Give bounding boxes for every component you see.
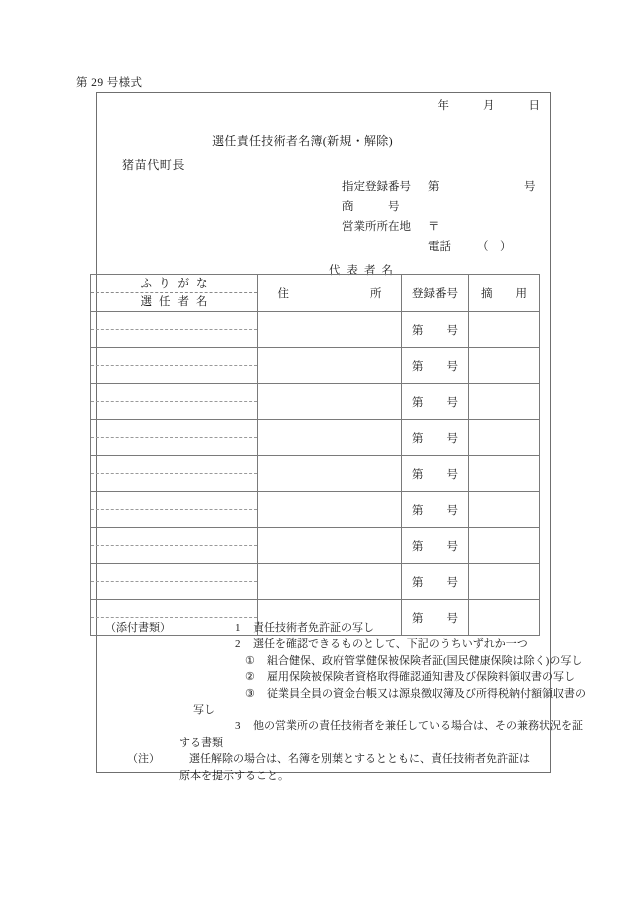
applicant-info-block [342,177,536,257]
cell-name-area[interactable] [91,402,257,419]
cell-name-area[interactable] [91,366,257,383]
roster-body [91,312,540,636]
note-sub3-mark: ③ [245,687,255,700]
cell-furigana-area[interactable] [91,564,257,582]
cell-remarks[interactable] [469,420,540,456]
cell-remarks[interactable] [469,528,540,564]
cell-address[interactable] [258,348,402,384]
attachments-label: （添付書類） [105,622,171,634]
header-registration-number: 登録番号 [402,275,469,312]
cell-registration-number[interactable] [402,492,469,528]
note-sub2-mark: ② [245,671,255,684]
cell-appointee-name[interactable] [91,564,258,600]
footer-notes [105,620,586,784]
cell-address[interactable] [258,456,402,492]
cell-address[interactable] [258,312,402,348]
cell-remarks[interactable] [469,492,540,528]
date-line [438,97,543,113]
cell-appointee-name[interactable] [91,528,258,564]
cell-address[interactable] [258,528,402,564]
cell-registration-number[interactable] [402,384,469,420]
cell-name-area[interactable] [91,582,257,599]
cell-name-area[interactable] [91,330,257,347]
cell-furigana-area[interactable] [91,420,257,438]
appointee-roster-table [90,274,540,636]
registration-number-row [342,177,536,197]
note-sub1-text: 組合健保、政府管掌健保被保険者証(国民健康保険は除く)の写し [267,654,583,667]
form-frame [96,92,586,782]
phone-paren: （ ） [477,241,512,253]
trade-name-row [342,197,536,217]
table-row [91,492,540,528]
cell-appointee-name[interactable] [91,312,258,348]
representative-name-label: 代表者名 [329,265,399,277]
table-header-row [91,275,540,312]
registration-dai-gou: 第 号 [412,360,458,373]
year-label: 年 [437,100,449,112]
note-sub2-text: 雇用保険被保険者資格取得確認通知書及び保険料領収書の写し [267,671,575,684]
registration-dai-gou: 第 号 [412,540,458,553]
table-row [91,312,540,348]
cell-registration-number[interactable] [402,564,469,600]
cell-appointee-name[interactable] [91,492,258,528]
cell-furigana-area[interactable] [91,600,257,618]
registration-dai-gou: 第 号 [412,432,458,445]
document-title: 選任責任技術者名簿(新規・解除) [212,134,393,148]
registration-dai-gou: 第 号 [412,504,458,517]
cell-remarks[interactable] [469,564,540,600]
cell-remarks[interactable] [469,312,540,348]
chuu-label: （注） [127,753,160,766]
registration-gou: 号 [524,181,536,193]
note-item1-number: 1 [235,622,241,634]
note-chuu-line [105,751,544,767]
cell-registration-number[interactable] [402,528,469,564]
registration-dai-gou: 第 号 [412,396,458,409]
table-row [91,348,540,384]
table-row [91,528,540,564]
cell-furigana-area[interactable] [91,456,257,474]
chuu-text: 選任解除の場合は、名簿を別葉とするとともに、責任技術者免許証は [189,753,530,766]
header-furigana: ふりがな [91,275,257,293]
cell-furigana-area[interactable] [91,312,257,330]
table-row [91,564,540,600]
cell-furigana-area[interactable] [91,492,257,510]
cell-address[interactable] [258,420,402,456]
registration-dai-gou: 第 号 [412,576,458,589]
cell-name-area[interactable] [91,474,257,491]
note-item2-text: 選任を確認できるものとして、下記のうちいずれか一つ [253,638,528,651]
note-item2-line [105,636,544,652]
note-sub1-mark: ① [245,654,255,667]
cell-registration-number[interactable] [402,348,469,384]
cell-registration-number[interactable] [402,420,469,456]
note-attachments-line1 [105,620,544,636]
registration-dai-gou: 第 号 [412,324,458,337]
office-address-label: 営業所所在地 [342,221,411,233]
note-item3-cont: する書類 [179,736,223,749]
header-name-cell [91,275,258,312]
cell-name-area[interactable] [91,546,257,563]
note-item2-number: 2 [235,638,241,651]
cell-appointee-name[interactable] [91,384,258,420]
cell-furigana-area[interactable] [91,348,257,366]
phone-row [342,237,536,257]
cell-remarks[interactable] [469,456,540,492]
cell-furigana-area[interactable] [91,528,257,546]
registration-dai-gou: 第 号 [412,612,458,625]
trade-name-label: 商 号 [342,201,400,213]
cell-appointee-name[interactable] [91,420,258,456]
cell-address[interactable] [258,564,402,600]
cell-registration-number[interactable] [402,456,469,492]
note-sub3-text: 従業員全員の資金台帳又は源泉徴収簿及び所得税納付額領収書の [267,687,586,700]
form-number-label: 第 29 号様式 [76,77,143,89]
day-label: 日 [528,100,540,112]
header-address: 住所 [258,275,402,312]
cell-address[interactable] [258,492,402,528]
cell-furigana-area[interactable] [91,384,257,402]
office-address-row [342,217,536,237]
chuu-text-cont: 原本を提示すること。 [179,769,289,782]
registration-dai-gou: 第 号 [412,468,458,481]
note-item3-line [105,718,583,734]
phone-label: 電話 [428,241,451,253]
note-item3-number: 3 [235,720,241,733]
table-row [91,420,540,456]
cell-name-area[interactable] [91,510,257,527]
cell-name-area[interactable] [91,438,257,455]
addressee-label: 猪苗代町長 [122,158,186,172]
cell-registration-number[interactable] [402,312,469,348]
cell-appointee-name[interactable] [91,456,258,492]
note-item3-text: 他の営業所の責任技術者を兼任している場合は、その兼務状況を証 [253,720,583,733]
note-item1-text: 責任技術者免許証の写し [253,622,374,634]
table-row [91,384,540,420]
postal-mark-icon: 〒 [428,221,440,233]
cell-address[interactable] [258,384,402,420]
registration-number-label: 指定登録番号 [342,181,411,193]
table-row [91,456,540,492]
note-sub3-cont: 写し [193,704,215,717]
month-label: 月 [483,100,495,112]
note-sub3-line [105,686,586,702]
note-sub1-line [105,653,583,669]
header-appointee-name: 選任者名 [140,296,215,308]
cell-remarks[interactable] [469,384,540,420]
cell-remarks[interactable] [469,348,540,384]
header-remarks: 摘用 [469,275,540,312]
cell-appointee-name[interactable] [91,348,258,384]
note-sub2-line [105,669,575,685]
registration-dai: 第 [428,181,440,193]
